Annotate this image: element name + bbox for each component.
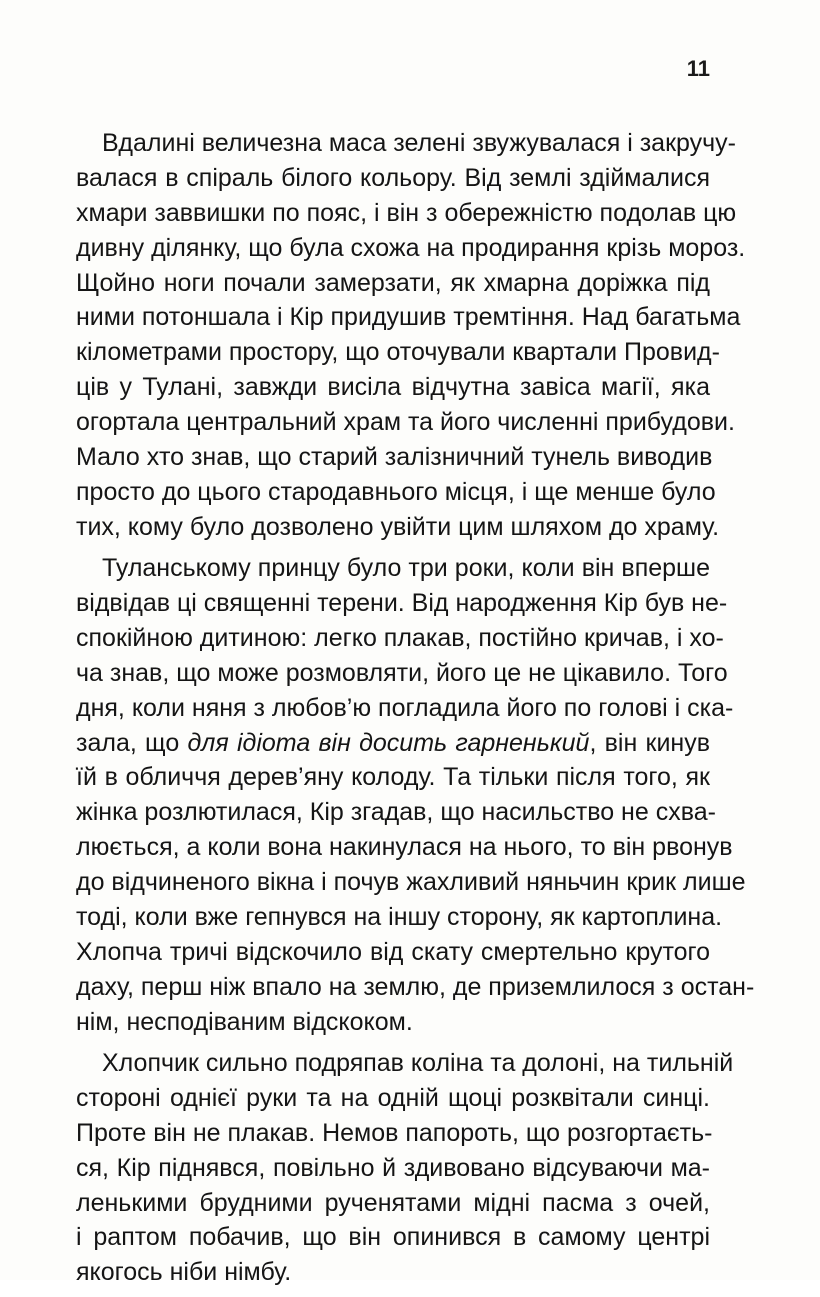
text-line: до відчиненого вікна і почув жахливий няньчин крик лише [76,868,746,897]
text-line: даху, перш ніж впало на землю, де приземлилося з остан- [76,972,755,1001]
text-segment: зала, що [76,728,188,757]
paragraph-1 [76,126,746,545]
text-line: ними потоншала і Кір придушив тремтіння. Над багатьма [76,303,741,332]
italic-phrase: для ідіота він досить гарненький [187,728,590,757]
text-line: огортала центральний храм та його численні прибудови. [76,408,735,437]
paragraph-3 [76,1046,734,1290]
text-line: якогось ніби німбу. [76,1258,292,1287]
text-line: дивну ділянку, що була схожа на продирання крізь мороз. [76,233,746,262]
text-line: ся, Кір піднявся, повільно й здивовано відсуваючи ма- [76,1153,710,1182]
text-line: ців у Тулані, завжди висіла відчутна завіса магії, яка [76,373,710,402]
text-line: ленькими брудними рученятами мідні пасма з очей, [76,1188,710,1217]
text-line: ча знав, що може розмовляти, його це не цікавило. Того [76,658,728,687]
text-line: люється, а коли вона накинулася на нього, то він рвонув [76,833,733,862]
page-number: 11 [686,56,710,81]
text-line: дня, коли няня з любов’ю погладила його по голові і ска- [76,693,734,722]
text-line: і раптом побачив, що він опинився в самому центрі [76,1223,710,1252]
text-line: Туланському принцу було три роки, коли він вперше [102,554,710,583]
text-line: Щойно ноги почали замерзати, як хмарна доріжка під [76,268,710,297]
text-line: нім, несподіваним відскоком. [76,1007,413,1036]
text-line: Проте він не плакав. Немов папороть, що розгортаєть- [76,1118,713,1147]
paragraph-2 [76,551,755,1039]
text-line: валася в спіраль білого кольору. Від землі здіймалися [76,163,710,192]
text-line: хмари заввишки по пояс, і він з обережністю подолав цю [76,198,737,227]
text-line: стороні однієї руки та на одній щоці розквітали синці. [76,1083,710,1112]
text-segment: , він кинув [589,728,710,757]
text-line: їй в обличчя дерев’яну колоду. Та тільки після того, як [76,763,710,792]
text-line: Мало хто знав, що старий залізничний тунель виводив [76,443,713,472]
text-line: Хлопчик сильно подряпав коліна та долоні, на тильній [102,1048,734,1077]
text-line: тих, кому було дозволено увійти цим шляхом до храму. [76,512,720,541]
text-line: Вдалині величезна маса зелені звужувалася і закручу- [102,129,736,157]
text-line: тоді, коли вже гепнувся на іншу сторону, як картоплина. [76,902,723,931]
text-line: спокійною дитиною: легко плакав, постійно кричав, і хо- [76,623,724,652]
text-line: кілометрами простору, що оточували квартали Провид- [76,338,720,367]
text-line: відвідав ці священні терени. Від народження Кір був не- [76,588,728,617]
text-line-with-italic [76,726,710,761]
text-line: просто до цього стародавнього місця, і ще менше було [76,477,716,506]
text-line: Хлопча тричі відскочило від скату смертельно крутого [76,937,710,966]
body-text [76,126,755,1297]
text-line: жінка розлютилася, Кір згадав, що насильство не схва- [76,798,716,827]
